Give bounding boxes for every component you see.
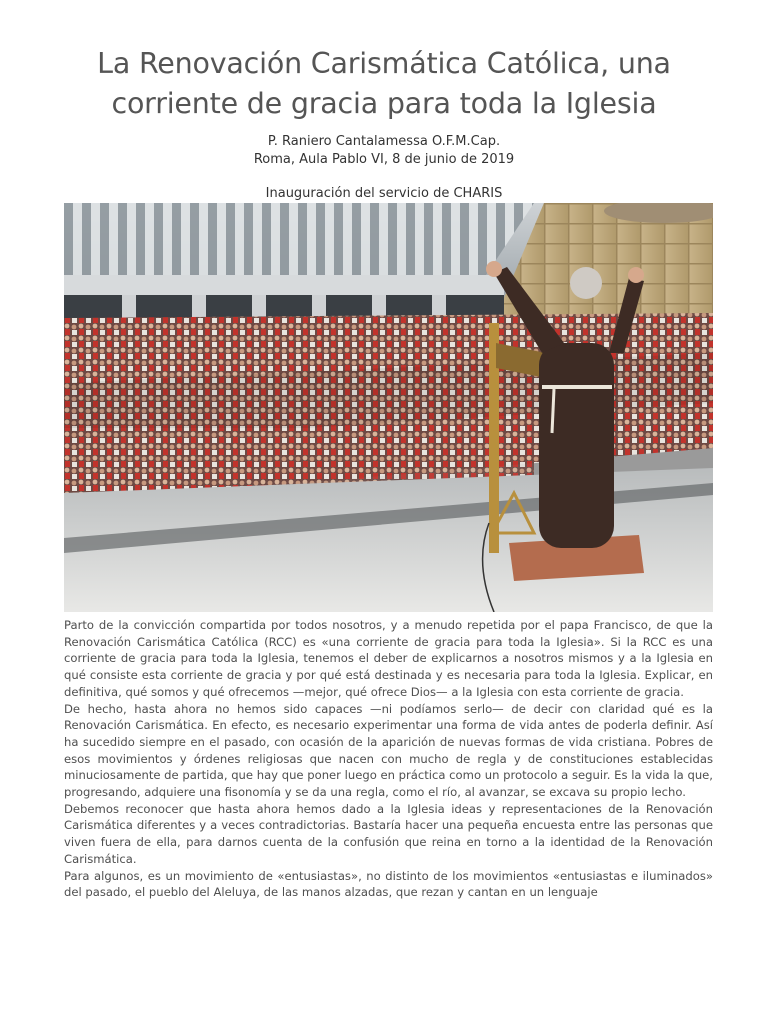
event-photo	[64, 203, 713, 612]
article-paragraph: Debemos reconocer que hasta ahora hemos dado a la Iglesia ideas y representaciones de la Renovación Carismática diferentes y a veces contradictorias. Bastaría hacer una pequeña encuesta entre las personas que viven fuera de ella, para darnos cuenta de la confusión que reina en torno a la identidad de la Renovación Carismática.	[64, 801, 713, 866]
photo-caption: Inauguración del servicio de CHARIS	[265, 186, 503, 201]
place-date-line: Roma, Aula Pablo VI, 8 de junio de 2019	[253, 152, 515, 167]
document-title: La Renovación Carismática Católica, una corriente de gracia para toda la Iglesia	[97, 47, 671, 120]
article-paragraph: Para algunos, es un movimiento de «entusiastas», no distinto de los movimientos «entusiastas e iluminados» del pasado, el pueblo del Aleluya, de las manos alzadas, que rezan y cantan en un lenguaje	[64, 868, 713, 900]
article-paragraph: Parto de la convicción compartida por todos nosotros, y a menudo repetida por el papa Francisco, de que la Renovación Carismática Católica (RCC) es «una corriente de gracia para toda la Iglesia». Si la RCC es una corriente de gracia para toda la Iglesia, tenemos el deber de explicarnos a nosotros mismos y a la Iglesia en qué consiste esta corriente de gracia y por qué está destinada y es necesaria para toda la Iglesia. Explicar, en definitiva, qué somos y qué ofrecemos —mejor, qué ofrece Dios— a la Iglesia con esta corriente de gracia.	[64, 618, 713, 699]
article-body	[64, 617, 713, 933]
author-line: P. Raniero Cantalamessa O.F.M.Cap.	[267, 134, 501, 149]
article-paragraph: De hecho, hasta ahora no hemos sido capaces —ni podíamos serlo— de decir con claridad qué es la Renovación Carismática. En efecto, es necesario experimentar una forma de vida antes de poderla definir. Así ha sucedido siempre en el pasado, con ocasión de la aparición de nuevas formas de vida cristiana. Pobres de esos movimientos y órdenes religiosas que nacen con mucho de regla y de constituciones establecidas minuciosamente de partida, que hay que poner luego en práctica como un protocolo a seguir. Es la vida la que, progresando, adquiere una fisonomía y se da una regla, como el río, al avanzar, se excava su propio lecho.	[64, 701, 713, 800]
event-photo-illustration	[64, 203, 713, 612]
